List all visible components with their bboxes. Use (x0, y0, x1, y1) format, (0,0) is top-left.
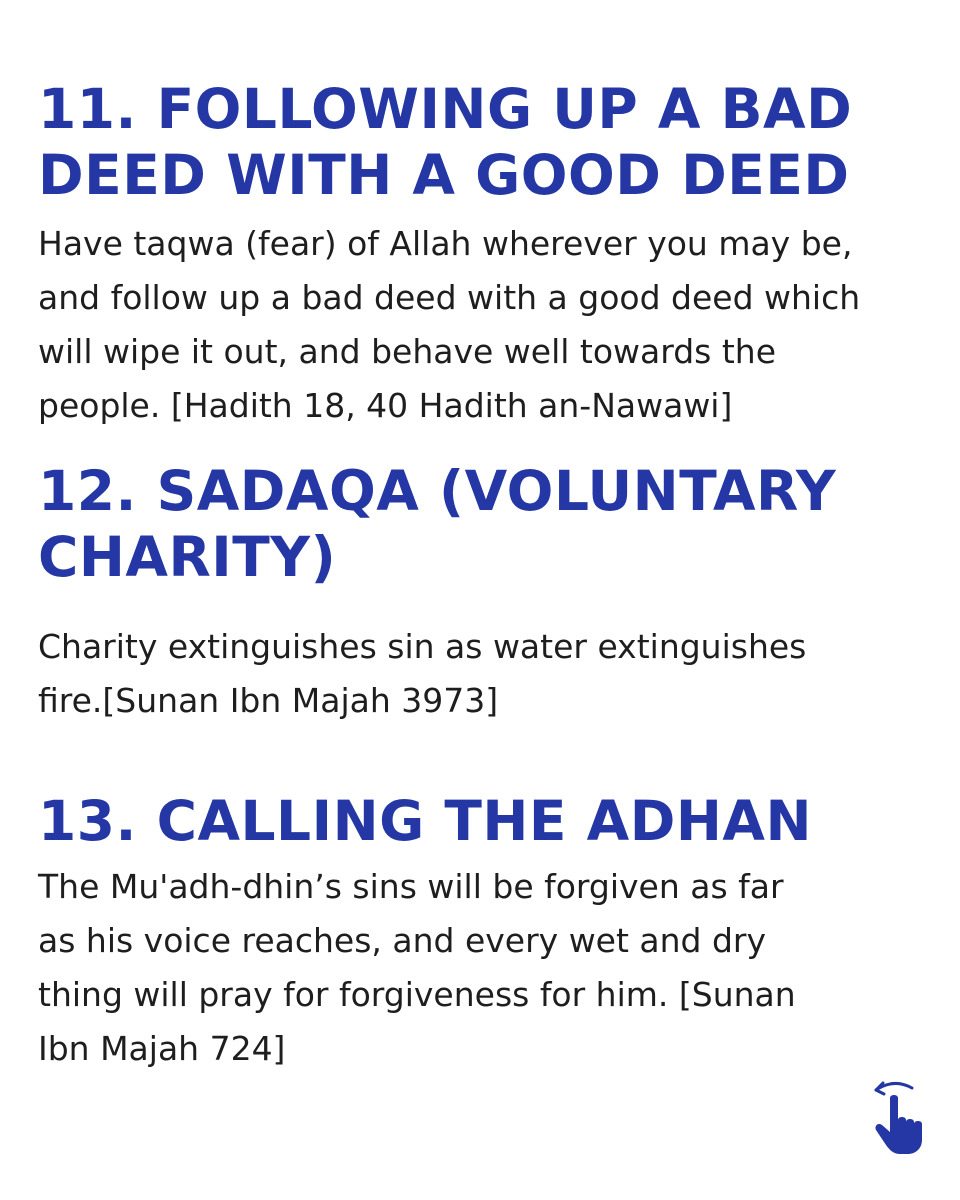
heading-line: 12. SADAQA (VOLUNTARY (38, 459, 837, 523)
swipe-hand-icon[interactable] (868, 1076, 932, 1156)
body-line: people. [Hadith 18, 40 Hadith an-Nawawi] (38, 386, 733, 425)
body-line: fire.[Sunan Ibn Majah 3973] (38, 681, 499, 720)
section-12-body (38, 620, 806, 728)
section-11-heading (38, 76, 852, 208)
body-line: Ibn Majah 724] (38, 1029, 286, 1068)
section-12-heading (38, 458, 836, 590)
body-line: Have taqwa (fear) of Allah wherever you may be, (38, 224, 853, 263)
heading-line: 13. CALLING THE ADHAN (38, 789, 813, 853)
heading-line: 11. FOLLOWING UP A BAD (38, 77, 853, 141)
body-line: will wipe it out, and behave well towards the (38, 332, 777, 371)
body-line: and follow up a bad deed with a good deed which (38, 278, 861, 317)
heading-line: CHARITY) (38, 525, 337, 589)
body-line: thing will pray for forgiveness for him. [Sunan (38, 975, 796, 1014)
heading-line: DEED WITH A GOOD DEED (38, 143, 850, 207)
body-line: The Mu'adh-dhin’s sins will be forgiven as far (38, 867, 784, 906)
body-line: Charity extinguishes sin as water extinguishes (38, 627, 807, 666)
section-11-body (38, 217, 860, 433)
body-line: as his voice reaches, and every wet and dry (38, 921, 767, 960)
section-13-body (38, 860, 796, 1076)
section-13-heading (38, 788, 812, 854)
